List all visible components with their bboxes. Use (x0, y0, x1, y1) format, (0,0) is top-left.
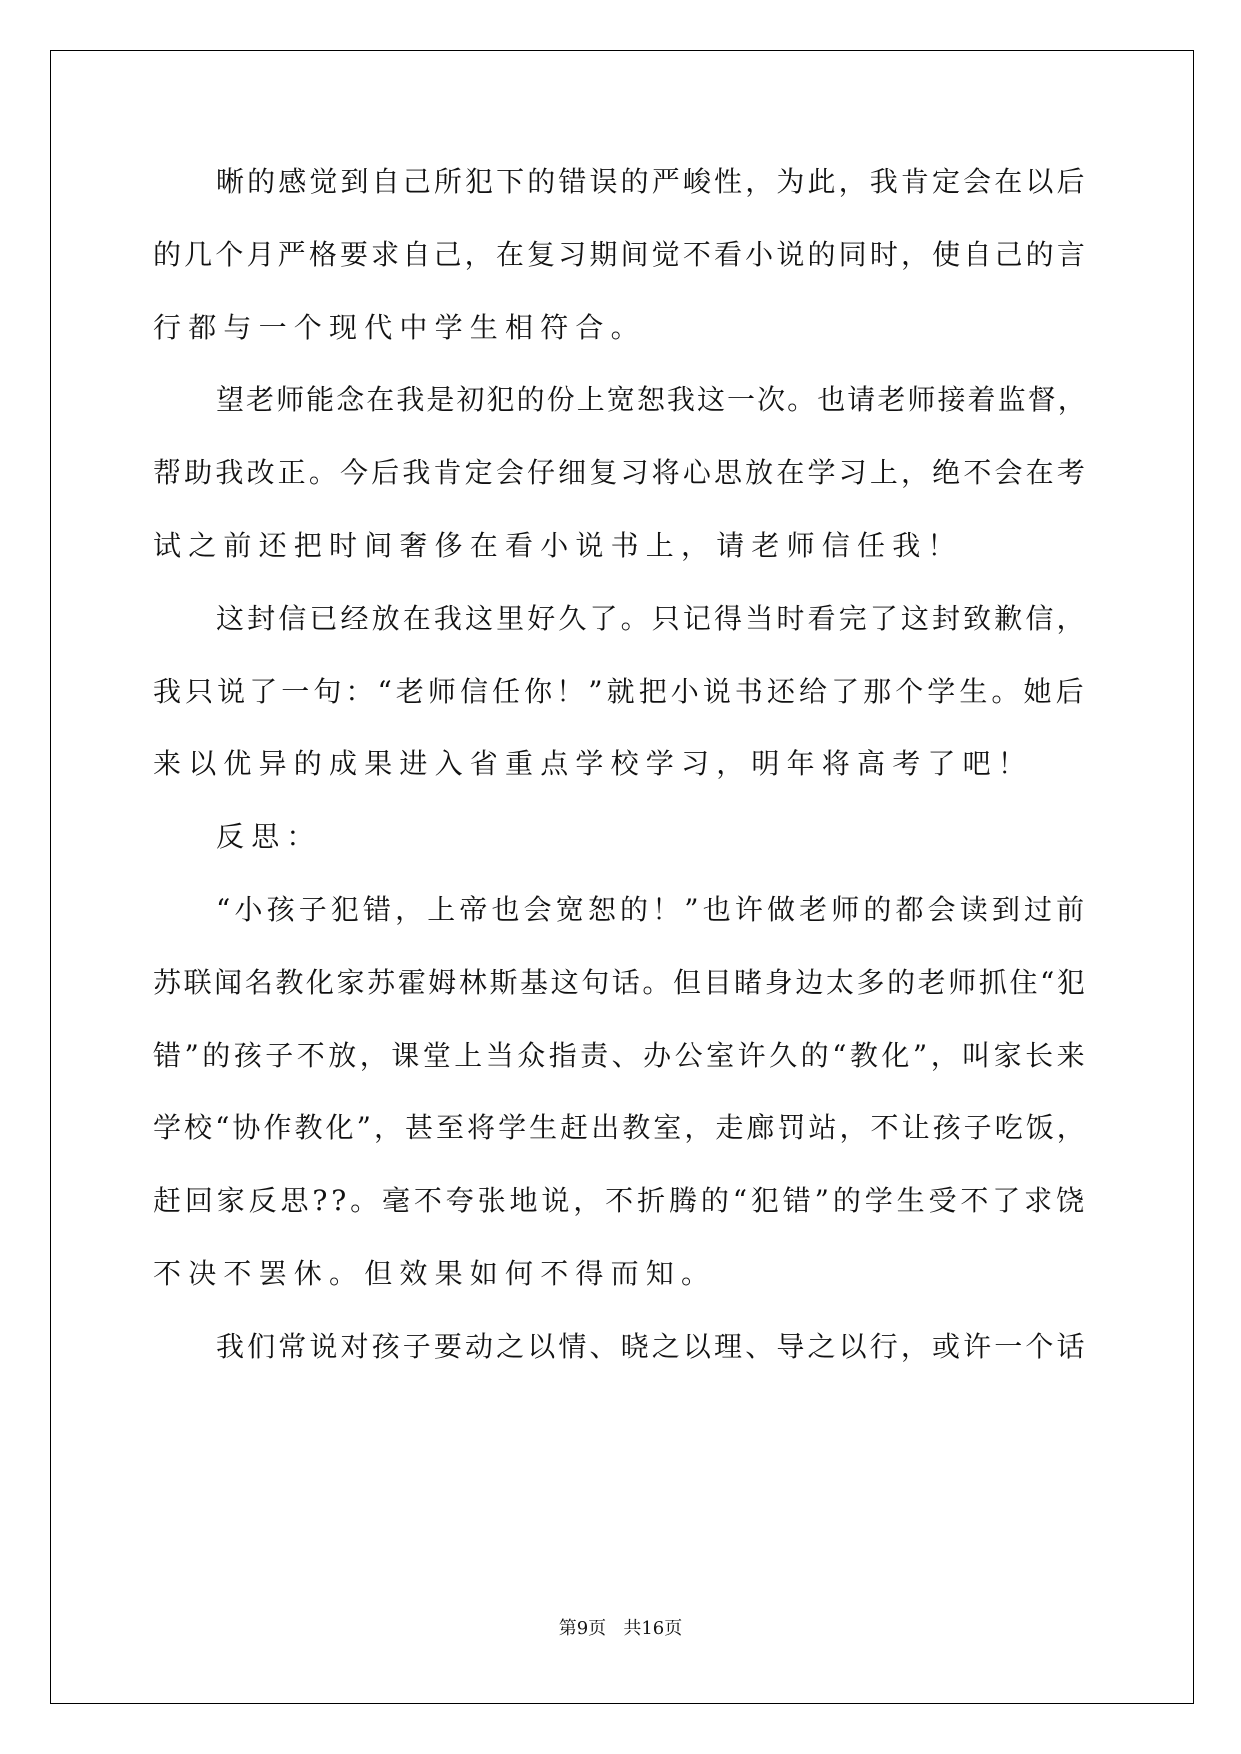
text-line: 我们常说对孩子要动之以情、晓之以理、导之以行，或许一个话 (216, 1330, 1088, 1363)
text-line: 行都与一个现代中学生相符合。 (153, 311, 646, 344)
text-line: 的几个月严格要求自己，在复习期间觉不看小说的同时，使自己的言 (153, 238, 1089, 271)
text-line: 望老师能念在我是初犯的份上宽恕我这一次。也请老师接着监督， (216, 383, 1088, 416)
page-border (50, 50, 1194, 1704)
text-line: 来以优异的成果进入省重点学校学习，明年将高考了吧！ (153, 747, 1034, 780)
text-line: 这封信已经放在我这里好久了。只记得当时看完了这封致歉信， (216, 602, 1088, 635)
page-number: 第9页 (558, 1618, 607, 1639)
page-footer (0, 1617, 1241, 1641)
text-line: 帮助我改正。今后我肯定会仔细复习将心思放在学习上，绝不会在考 (153, 456, 1089, 489)
text-line: 学校“协作教化”，甚至将学生赶出教室，走廊罚站，不让孩子吃饭， (153, 1111, 1088, 1144)
text-line: 我只说了一句：“老师信任你！”就把小说书还给了那个学生。她后 (153, 675, 1088, 708)
text-line: 反思： (216, 820, 322, 853)
text-line: “小孩子犯错，上帝也会宽恕的！”也许做老师的都会读到过前 (216, 893, 1089, 926)
text-line: 错”的孩子不放，课堂上当众指责、办公室许久的“教化”，叫家长来 (153, 1039, 1089, 1072)
text-line: 晰的感觉到自己所犯下的错误的严峻性，为此，我肯定会在以后 (216, 165, 1088, 198)
text-line: 苏联闻名教化家苏霍姆林斯基这句话。但目睹身边太多的老师抓住“犯 (153, 966, 1088, 999)
text-line: 赶回家反思??。毫不夸张地说，不折腾的“犯错”的学生受不了求饶 (153, 1184, 1088, 1217)
text-line: 不决不罢休。但效果如何不得而知。 (153, 1257, 717, 1290)
page-total: 共16页 (623, 1618, 683, 1639)
text-line: 试之前还把时间奢侈在看小说书上，请老师信任我！ (153, 529, 963, 562)
